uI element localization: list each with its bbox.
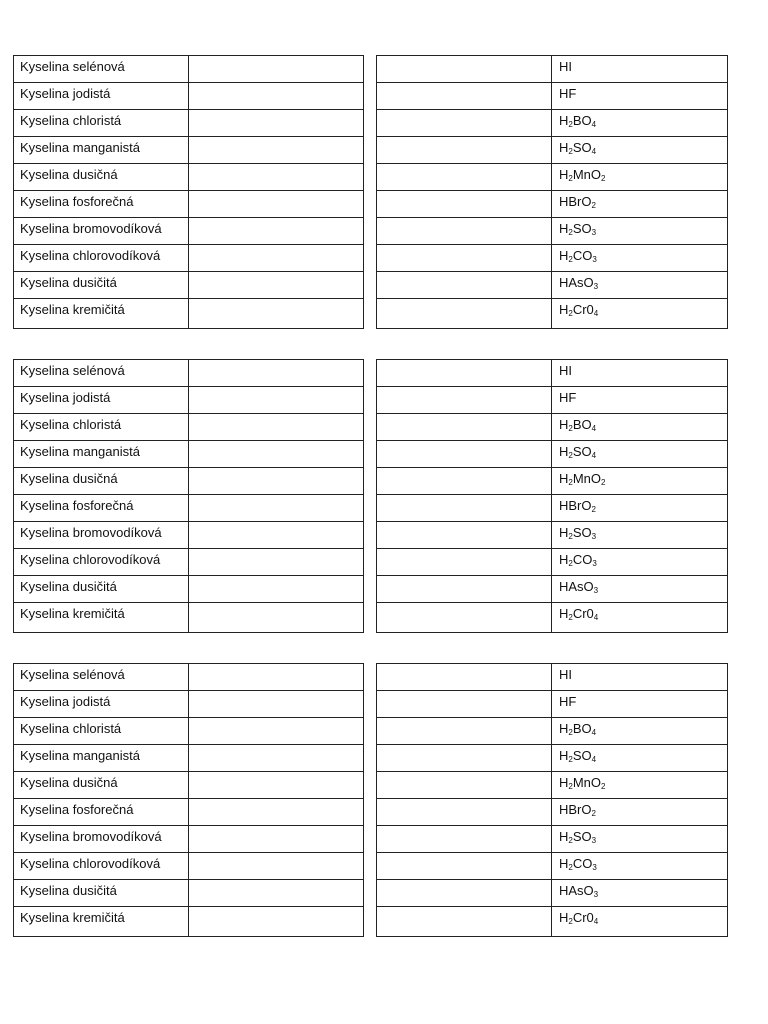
formula-cell	[552, 826, 728, 853]
formula-symbol: H	[559, 167, 569, 182]
formula-row	[377, 137, 728, 164]
formulas-table-3	[376, 663, 728, 937]
formula-answer-cell[interactable]	[189, 272, 364, 299]
formula-row	[377, 191, 728, 218]
formula-answer-cell[interactable]	[189, 603, 364, 633]
formula-subscript: 2	[591, 505, 596, 514]
acid-name-row	[14, 745, 364, 772]
formula-subscript: 4	[591, 728, 597, 737]
formula-cell	[552, 603, 728, 633]
formula-cell	[552, 880, 728, 907]
formula-cell	[552, 664, 728, 691]
formula-cell	[552, 245, 728, 272]
names-body	[14, 56, 364, 329]
name-answer-cell[interactable]	[377, 164, 552, 191]
formula-cell	[552, 718, 728, 745]
formula-answer-cell[interactable]	[189, 691, 364, 718]
acid-name-row	[14, 718, 364, 745]
acid-name-cell: Kyselina dusičitá	[14, 272, 189, 299]
formula-symbol: HI	[559, 59, 572, 74]
acid-name-cell: Kyselina jodistá	[14, 387, 189, 414]
acid-name-cell: Kyselina chloristá	[14, 110, 189, 137]
formula-symbol: H	[559, 302, 569, 317]
formula-subscript: 4	[591, 147, 597, 156]
acid-name-cell: Kyselina dusičná	[14, 772, 189, 799]
name-answer-cell[interactable]	[377, 299, 552, 329]
acid-name-row	[14, 218, 364, 245]
acid-name-row	[14, 576, 364, 603]
formula-cell	[552, 853, 728, 880]
formula-answer-cell[interactable]	[189, 772, 364, 799]
formula-symbol: H	[559, 221, 569, 236]
acid-name-cell: Kyselina kremičitá	[14, 907, 189, 937]
formula-symbol: SO	[572, 829, 592, 844]
formula-row	[377, 549, 728, 576]
formula-cell	[552, 745, 728, 772]
formula-symbol: Cr0	[572, 910, 594, 925]
formula-answer-cell[interactable]	[189, 664, 364, 691]
formula-symbol: HI	[559, 667, 572, 682]
acid-name-row	[14, 360, 364, 387]
formula-answer-cell[interactable]	[189, 164, 364, 191]
formula-cell	[552, 360, 728, 387]
formula-answer-cell[interactable]	[189, 414, 364, 441]
acid-name-row	[14, 826, 364, 853]
formula-answer-cell[interactable]	[189, 718, 364, 745]
acid-name-row	[14, 191, 364, 218]
acid-name-row	[14, 603, 364, 633]
formula-answer-cell[interactable]	[189, 218, 364, 245]
formula-cell	[552, 414, 728, 441]
formula-row	[377, 799, 728, 826]
formula-symbol: SO	[572, 748, 592, 763]
formula-answer-cell[interactable]	[189, 360, 364, 387]
formula-cell	[552, 549, 728, 576]
formula-symbol: MnO	[572, 775, 602, 790]
formula-symbol: H	[559, 721, 569, 736]
formula-symbol: H	[559, 525, 569, 540]
formulas-body	[377, 360, 728, 633]
formula-row	[377, 603, 728, 633]
formula-subscript: 2	[568, 728, 573, 737]
formula-symbol: MnO	[572, 471, 602, 486]
acid-name-cell: Kyselina selénová	[14, 664, 189, 691]
formula-subscript: 3	[593, 890, 599, 899]
formula-row	[377, 691, 728, 718]
acid-name-cell: Kyselina chlorovodíková	[14, 853, 189, 880]
formula-row	[377, 664, 728, 691]
formula-symbol: HF	[559, 86, 577, 101]
formula-symbol: HAsO	[559, 579, 594, 594]
formula-row	[377, 245, 728, 272]
formula-answer-cell[interactable]	[189, 907, 364, 937]
formula-cell	[552, 772, 728, 799]
formula-cell	[552, 299, 728, 329]
formula-symbol: H	[559, 910, 569, 925]
formula-cell	[552, 218, 728, 245]
formula-symbol: H	[559, 417, 569, 432]
formula-symbol: H	[559, 856, 569, 871]
formula-symbol: Cr0	[572, 302, 594, 317]
formula-row	[377, 441, 728, 468]
formula-answer-cell[interactable]	[189, 83, 364, 110]
name-answer-cell[interactable]	[377, 718, 552, 745]
formula-symbol: Cr0	[572, 606, 594, 621]
formula-subscript: 4	[591, 120, 597, 129]
formula-answer-cell[interactable]	[189, 549, 364, 576]
formula-symbol: HAsO	[559, 883, 594, 898]
acid-name-row	[14, 414, 364, 441]
formula-subscript: 2	[568, 559, 573, 568]
formula-row	[377, 414, 728, 441]
formula-answer-cell[interactable]	[189, 522, 364, 549]
formula-symbol: SO	[572, 221, 592, 236]
acid-name-row	[14, 772, 364, 799]
formulas-body	[377, 56, 728, 329]
formula-subscript: 2	[568, 917, 573, 926]
formula-cell	[552, 164, 728, 191]
formula-subscript: 2	[568, 255, 573, 264]
acid-name-row	[14, 522, 364, 549]
name-answer-cell[interactable]	[377, 414, 552, 441]
formula-subscript: 2	[568, 174, 573, 183]
formula-subscript: 2	[568, 451, 573, 460]
formula-cell	[552, 468, 728, 495]
acid-name-row	[14, 387, 364, 414]
formula-subscript: 3	[592, 559, 597, 568]
name-answer-cell[interactable]	[377, 272, 552, 299]
name-answer-cell[interactable]	[377, 468, 552, 495]
name-answer-cell[interactable]	[377, 191, 552, 218]
name-answer-cell[interactable]	[377, 826, 552, 853]
formula-symbol: BO	[572, 113, 592, 128]
formula-cell	[552, 272, 728, 299]
formula-row	[377, 272, 728, 299]
formula-answer-cell[interactable]	[189, 56, 364, 83]
formula-symbol: SO	[572, 140, 592, 155]
name-answer-cell[interactable]	[377, 853, 552, 880]
formula-row	[377, 360, 728, 387]
acid-name-cell: Kyselina kremičitá	[14, 603, 189, 633]
acid-name-row	[14, 691, 364, 718]
formula-subscript: 4	[593, 309, 599, 318]
acid-name-cell: Kyselina fosforečná	[14, 191, 189, 218]
formula-cell	[552, 799, 728, 826]
acid-name-row	[14, 245, 364, 272]
formula-symbol: HBrO	[559, 802, 592, 817]
acid-name-row	[14, 880, 364, 907]
formula-symbol: BO	[572, 417, 592, 432]
name-answer-cell[interactable]	[377, 441, 552, 468]
acid-name-row	[14, 495, 364, 522]
formula-subscript: 2	[568, 836, 573, 845]
names-table-1	[13, 55, 364, 329]
formulas-table-1	[376, 55, 728, 329]
formula-cell	[552, 137, 728, 164]
acid-name-cell: Kyselina manganistá	[14, 441, 189, 468]
formula-subscript: 2	[568, 755, 573, 764]
acid-name-cell: Kyselina selénová	[14, 56, 189, 83]
formula-symbol: CO	[572, 552, 593, 567]
formula-row	[377, 218, 728, 245]
names-table-2	[13, 359, 364, 633]
formula-symbol: MnO	[572, 167, 602, 182]
formula-subscript: 2	[591, 201, 596, 210]
formula-symbol: HBrO	[559, 498, 592, 513]
formula-cell	[552, 522, 728, 549]
name-answer-cell[interactable]	[377, 387, 552, 414]
name-answer-cell[interactable]	[377, 772, 552, 799]
formula-subscript: 2	[568, 532, 573, 541]
acid-name-cell: Kyselina dusičná	[14, 164, 189, 191]
formula-cell	[552, 576, 728, 603]
acid-name-cell: Kyselina chloristá	[14, 718, 189, 745]
formula-answer-cell[interactable]	[189, 387, 364, 414]
formula-symbol: SO	[572, 525, 592, 540]
formula-answer-cell[interactable]	[189, 826, 364, 853]
formula-symbol: H	[559, 775, 569, 790]
formula-symbol: H	[559, 748, 569, 763]
names-body	[14, 360, 364, 633]
formula-row	[377, 299, 728, 329]
formula-cell	[552, 907, 728, 937]
name-answer-cell[interactable]	[377, 603, 552, 633]
formula-subscript: 4	[591, 424, 597, 433]
name-answer-cell[interactable]	[377, 745, 552, 772]
acid-name-cell: Kyselina dusičná	[14, 468, 189, 495]
formula-symbol: H	[559, 471, 569, 486]
acid-name-cell: Kyselina bromovodíková	[14, 218, 189, 245]
formula-row	[377, 772, 728, 799]
name-answer-cell[interactable]	[377, 110, 552, 137]
acid-name-row	[14, 56, 364, 83]
formula-row	[377, 522, 728, 549]
formula-row	[377, 83, 728, 110]
formula-cell	[552, 387, 728, 414]
name-answer-cell[interactable]	[377, 245, 552, 272]
name-answer-cell[interactable]	[377, 360, 552, 387]
formula-row	[377, 576, 728, 603]
formula-subscript: 2	[568, 478, 573, 487]
name-answer-cell[interactable]	[377, 664, 552, 691]
formula-row	[377, 468, 728, 495]
acid-name-cell: Kyselina kremičitá	[14, 299, 189, 329]
acid-name-row	[14, 299, 364, 329]
acid-name-cell: Kyselina chlorovodíková	[14, 245, 189, 272]
acid-name-cell: Kyselina jodistá	[14, 83, 189, 110]
formula-answer-cell[interactable]	[189, 799, 364, 826]
acid-name-cell: Kyselina bromovodíková	[14, 522, 189, 549]
acid-name-row	[14, 83, 364, 110]
formula-answer-cell[interactable]	[189, 745, 364, 772]
formula-row	[377, 56, 728, 83]
formula-symbol: HAsO	[559, 275, 594, 290]
formula-row	[377, 110, 728, 137]
formula-answer-cell[interactable]	[189, 110, 364, 137]
acid-name-cell: Kyselina dusičitá	[14, 576, 189, 603]
formula-subscript: 2	[601, 782, 606, 791]
acid-name-cell: Kyselina bromovodíková	[14, 826, 189, 853]
formula-symbol: H	[559, 444, 569, 459]
name-answer-cell[interactable]	[377, 522, 552, 549]
name-answer-cell[interactable]	[377, 907, 552, 937]
formula-cell	[552, 441, 728, 468]
acid-name-cell: Kyselina manganistá	[14, 745, 189, 772]
formula-symbol: H	[559, 140, 569, 155]
acid-name-cell: Kyselina chlorovodíková	[14, 549, 189, 576]
formula-symbol: H	[559, 829, 569, 844]
formula-symbol: HF	[559, 694, 577, 709]
formula-subscript: 2	[568, 863, 573, 872]
formula-subscript: 3	[592, 255, 597, 264]
formula-subscript: 2	[591, 809, 596, 818]
formula-row	[377, 907, 728, 937]
acid-name-row	[14, 799, 364, 826]
acid-name-cell: Kyselina dusičitá	[14, 880, 189, 907]
formula-subscript: 3	[591, 228, 597, 237]
formula-symbol: SO	[572, 444, 592, 459]
formula-symbol: HBrO	[559, 194, 592, 209]
formula-answer-cell[interactable]	[189, 441, 364, 468]
formulas-table-2	[376, 359, 728, 633]
formula-answer-cell[interactable]	[189, 495, 364, 522]
acid-name-cell: Kyselina chloristá	[14, 414, 189, 441]
formula-symbol: HF	[559, 390, 577, 405]
acid-name-row	[14, 110, 364, 137]
name-answer-cell[interactable]	[377, 137, 552, 164]
formula-subscript: 2	[568, 424, 573, 433]
formula-subscript: 2	[568, 120, 573, 129]
formula-subscript: 2	[568, 309, 573, 318]
acid-name-row	[14, 907, 364, 937]
formula-subscript: 4	[593, 917, 599, 926]
formula-subscript: 2	[568, 782, 573, 791]
formula-symbol: H	[559, 113, 569, 128]
formula-subscript: 3	[592, 863, 597, 872]
acid-name-cell: Kyselina fosforečná	[14, 495, 189, 522]
acid-name-cell: Kyselina selénová	[14, 360, 189, 387]
formula-subscript: 4	[591, 755, 597, 764]
formula-answer-cell[interactable]	[189, 576, 364, 603]
acid-name-row	[14, 137, 364, 164]
formula-subscript: 3	[593, 282, 599, 291]
formula-answer-cell[interactable]	[189, 880, 364, 907]
name-answer-cell[interactable]	[377, 549, 552, 576]
formula-answer-cell[interactable]	[189, 299, 364, 329]
formula-subscript: 2	[568, 228, 573, 237]
acid-name-row	[14, 441, 364, 468]
formula-symbol: HI	[559, 363, 572, 378]
formula-row	[377, 495, 728, 522]
formula-row	[377, 853, 728, 880]
name-answer-cell[interactable]	[377, 880, 552, 907]
formula-subscript: 4	[593, 613, 599, 622]
formula-row	[377, 718, 728, 745]
formula-answer-cell[interactable]	[189, 245, 364, 272]
formula-subscript: 2	[568, 147, 573, 156]
formula-answer-cell[interactable]	[189, 468, 364, 495]
formula-symbol: H	[559, 606, 569, 621]
name-answer-cell[interactable]	[377, 495, 552, 522]
formula-row	[377, 745, 728, 772]
name-answer-cell[interactable]	[377, 56, 552, 83]
acid-name-cell: Kyselina manganistá	[14, 137, 189, 164]
formula-answer-cell[interactable]	[189, 137, 364, 164]
formula-symbol: CO	[572, 856, 593, 871]
formula-subscript: 2	[601, 174, 606, 183]
acid-name-row	[14, 853, 364, 880]
acid-name-cell: Kyselina fosforečná	[14, 799, 189, 826]
formula-symbol: H	[559, 248, 569, 263]
acid-name-cell: Kyselina jodistá	[14, 691, 189, 718]
acid-name-row	[14, 272, 364, 299]
formula-cell	[552, 495, 728, 522]
formula-subscript: 4	[591, 451, 597, 460]
formula-cell	[552, 110, 728, 137]
formula-subscript: 2	[568, 613, 573, 622]
name-answer-cell[interactable]	[377, 799, 552, 826]
names-body	[14, 664, 364, 937]
formula-row	[377, 826, 728, 853]
formula-answer-cell[interactable]	[189, 853, 364, 880]
formula-row	[377, 387, 728, 414]
acid-name-row	[14, 468, 364, 495]
formula-cell	[552, 56, 728, 83]
name-answer-cell[interactable]	[377, 218, 552, 245]
formulas-body	[377, 664, 728, 937]
formula-cell	[552, 191, 728, 218]
acid-name-row	[14, 664, 364, 691]
names-table-3	[13, 663, 364, 937]
name-answer-cell[interactable]	[377, 83, 552, 110]
acid-name-row	[14, 549, 364, 576]
formula-cell	[552, 83, 728, 110]
formula-row	[377, 164, 728, 191]
formula-symbol: H	[559, 552, 569, 567]
formula-subscript: 2	[601, 478, 606, 487]
acid-name-row	[14, 164, 364, 191]
formula-symbol: CO	[572, 248, 593, 263]
formula-cell	[552, 691, 728, 718]
name-answer-cell[interactable]	[377, 691, 552, 718]
formula-answer-cell[interactable]	[189, 191, 364, 218]
formula-subscript: 3	[591, 532, 597, 541]
formula-symbol: BO	[572, 721, 592, 736]
name-answer-cell[interactable]	[377, 576, 552, 603]
formula-subscript: 3	[593, 586, 599, 595]
formula-subscript: 3	[591, 836, 597, 845]
formula-row	[377, 880, 728, 907]
